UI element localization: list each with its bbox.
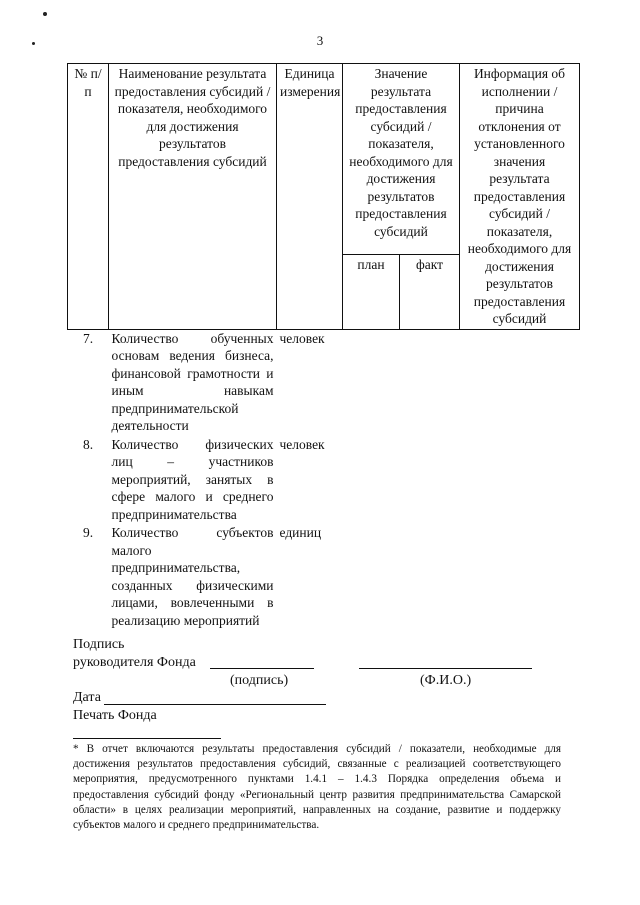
- header-fact: факт: [400, 254, 460, 329]
- row-unit: человек: [279, 436, 325, 452]
- results-table: [67, 63, 580, 630]
- row-number: 7.: [82, 330, 94, 346]
- footnote: * В отчет включаются результаты предоставления субсидий / показатели, необходимые для достижения результатов предоставления субсидий, связанные с реализацией соответствующего мероприятия, предусмотренного пунктами 1.4.1 – 1.4.3 Порядка определения объема и предоставления субсидий фонду «Региональный центр развития предпринимательства Самарской области» в целях реализации мероприятий, направленных на создание, развитие и поддержку субъектов малого и среднего предпринимательства.: [73, 743, 561, 832]
- row-name: Количество физических лиц – участников мероприятий, занятых в сфере малого и среднего предпринимательства: [111, 436, 274, 522]
- table-row: [68, 329, 580, 436]
- row-name: Количество субъектов малого предпринимательства, созданных физическими лицами, вовлеченными в реализацию мероприятий: [111, 525, 274, 628]
- row-name: Количество обученных основам ведения бизнеса, финансовой грамотности и иным навыкам предпринимательской деятельности: [111, 330, 274, 433]
- signature-caption: (подпись): [230, 673, 289, 688]
- header-name: Наименование результата предоставления субсидий / показателя, необходимого для достижения результатов предоставления субсидий: [109, 64, 277, 330]
- signature-label-fund-head: руководителя Фонда: [73, 655, 196, 670]
- row-number: 8.: [82, 436, 94, 452]
- row-unit: человек: [279, 330, 325, 346]
- footnote-divider: [73, 738, 221, 739]
- header-value: Значение результата предоставления субсидий / показателя, необходимого для достижения результатов предоставления субсидий: [343, 64, 460, 255]
- signature-label: Подпись: [73, 637, 125, 652]
- header-unit: Единица измерения: [277, 64, 343, 330]
- table-row: [68, 436, 580, 525]
- row-number: 9.: [82, 525, 94, 540]
- page-number: 3: [316, 33, 324, 48]
- name-caption: (Ф.И.О.): [420, 673, 472, 688]
- signature-line: [210, 668, 314, 669]
- name-line: [359, 668, 532, 669]
- row-unit: единиц: [279, 525, 322, 540]
- header-info: Информация об исполнении / причина отклонения от установленного значения результата предоставления субсидий / показателя, необходимого для достижения результатов предоставления субсидий: [460, 64, 580, 330]
- seal-label: Печать Фонда: [73, 708, 157, 723]
- scan-dot: [43, 12, 47, 16]
- header-num: № п/п: [68, 64, 109, 330]
- table-row: [68, 524, 580, 630]
- date-line: [104, 704, 326, 705]
- header-plan: план: [343, 254, 400, 329]
- date-label: Дата: [73, 690, 101, 705]
